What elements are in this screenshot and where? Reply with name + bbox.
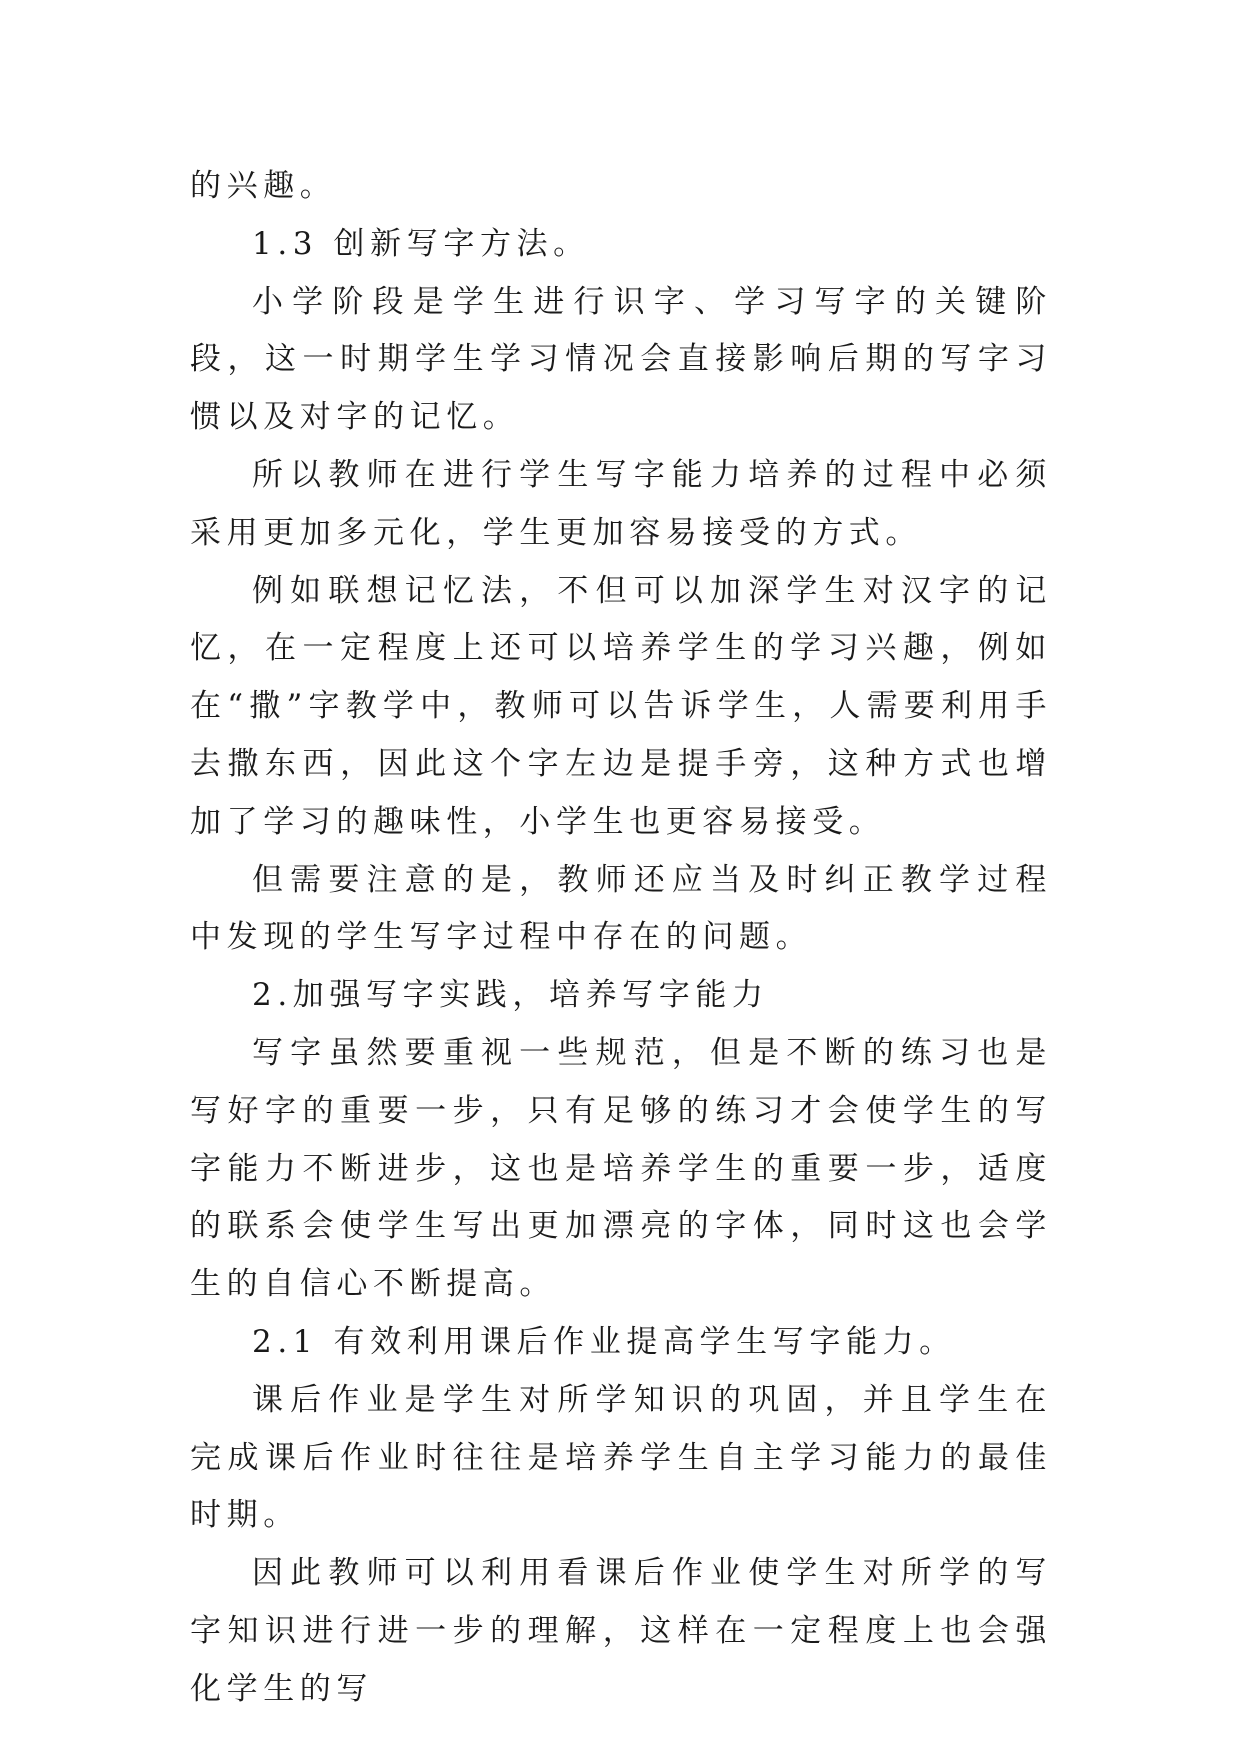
paragraph: 写字虽然要重视一些规范，但是不断的练习也是写好字的重要一步，只有足够的练习才会使学生的写字能力不断进步，这也是培养学生的重要一步，适度的联系会使学生写出更加漂亮的字体，同时这也会学生的自信心不断提高。 <box>190 1034 1052 1303</box>
paragraph: 但需要注意的是，教师还应当及时纠正教学过程中发现的学生写字过程中存在的问题。 <box>190 861 1052 956</box>
section-heading-2: 2.加强写字实践，培养写字能力 <box>252 977 769 1014</box>
section-heading-1-3: 1.3 创新写字方法。 <box>252 225 590 262</box>
paragraph: 因此教师可以利用看课后作业使学生对所学的写字知识进行进一步的理解，这样在一定程度上也会强化学生的写 <box>190 1555 1052 1707</box>
paragraph: 课后作业是学生对所学知识的巩固，并且学生在完成课后作业时往往是培养学生自主学习能力的最佳时期。 <box>190 1381 1052 1534</box>
paragraph: 所以教师在进行学生写字能力培养的过程中必须采用更加多元化，学生更加容易接受的方式。 <box>190 456 1052 551</box>
paragraph: 例如联想记忆法，不但可以加深学生对汉字的记忆，在一定程度上还可以培养学生的学习兴趣，例如在“撒”字教学中，教师可以告诉学生，人需要利用手去撒东西，因此这个字左边是提手旁，这种方式也增加了学习的趣味性，小学生也更容易接受。 <box>190 572 1052 840</box>
paragraph: 小学阶段是学生进行识字、学习写字的关键阶段，这一时期学生学习情况会直接影响后期的写字习惯以及对字的记忆。 <box>190 283 1052 436</box>
section-heading-2-1: 2.1 有效利用课后作业提高学生写字能力。 <box>252 1323 956 1360</box>
paragraph-continuation: 的兴趣。 <box>190 168 337 204</box>
document-body <box>190 158 1052 1719</box>
